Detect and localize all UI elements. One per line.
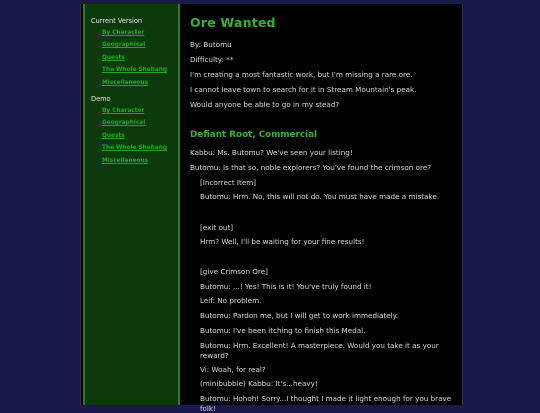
sidebar-section-demo: Demo	[91, 94, 111, 103]
dialogue-line: Butomu: Hohoh! Sorry...I thought I made it light enough for you brave folk!	[200, 394, 452, 413]
section-heading: Defiant Root, Commercial	[190, 130, 318, 140]
main-content	[184, 4, 456, 413]
intro-line: I'm creating a most fantastic work, but I'm missing a rare ore.	[190, 70, 413, 79]
sidebar-link-demo-miscellaneous[interactable]: Miscellaneous	[102, 157, 149, 164]
sidebar-link-demo-geographical[interactable]: Geographical	[102, 120, 146, 127]
sidebar-link-demo-by-character[interactable]: By Character	[102, 107, 145, 114]
author-line: By: Butomu	[190, 40, 232, 49]
intro-line: Would anyone be able to go in my stead?	[190, 100, 340, 109]
sidebar-link-current-quests[interactable]: Quests	[102, 54, 125, 61]
dialogue-line: Butomu: Hrm. No, this will not do. You must have made a mistake.	[200, 192, 440, 201]
sidebar-section-current-version: Current Version	[91, 17, 143, 25]
page-frame	[80, 4, 463, 413]
sidebar-link-demo-whole-shebang[interactable]: The Whole Shebang	[102, 145, 168, 152]
dialogue-line: Leif: No problem.	[200, 296, 262, 305]
sidebar-link-current-by-character[interactable]: By Character	[102, 30, 145, 36]
sidebar-link-demo-quests[interactable]: Quests	[102, 132, 125, 139]
page-title: Ore Wanted	[190, 15, 276, 30]
dialogue-choice: [give Crimson Ore]	[200, 267, 268, 276]
dialogue-line: Butomu: ...! Yes! This is it! You've truly found it!	[200, 282, 372, 291]
sidebar-link-current-miscellaneous[interactable]: Miscellaneous	[102, 79, 149, 86]
dialogue-choice: [Incorrect Item]	[200, 178, 257, 187]
dialogue-choice: [exit out]	[200, 223, 234, 232]
dialogue-line: Vi: Woah, for real?	[200, 365, 266, 374]
dialogue-line: Butomu: I've been itching to finish this Medal.	[200, 326, 366, 335]
dialogue-line: Hrm? Well, I'll be waiting for your fine results!	[200, 237, 365, 246]
dialogue-line: Butomu: Pardon me, but I will get to work immediately.	[200, 311, 399, 320]
dialogue-line: Kabbu: Ms. Butomu? We've seen your listing!	[190, 148, 353, 157]
dialogue-line: Butomu: Hrm. Excellent! A masterpiece. Would you take it as your reward?	[200, 341, 439, 360]
sidebar	[83, 4, 180, 405]
sidebar-link-current-geographical[interactable]: Geographical	[102, 42, 146, 49]
dialogue-line: (minibubble) Kabbu: It's...heavy!	[200, 379, 318, 388]
difficulty-line: Difficulty: **	[190, 55, 234, 64]
sidebar-link-current-whole-shebang[interactable]: The Whole Shebang	[102, 67, 168, 74]
dialogue-line: Butomu: Is that so, noble explorers? You've found the crimson ore?	[190, 163, 432, 172]
intro-line: I cannot leave town to search for it in Stream Mountain's peak.	[190, 85, 417, 94]
